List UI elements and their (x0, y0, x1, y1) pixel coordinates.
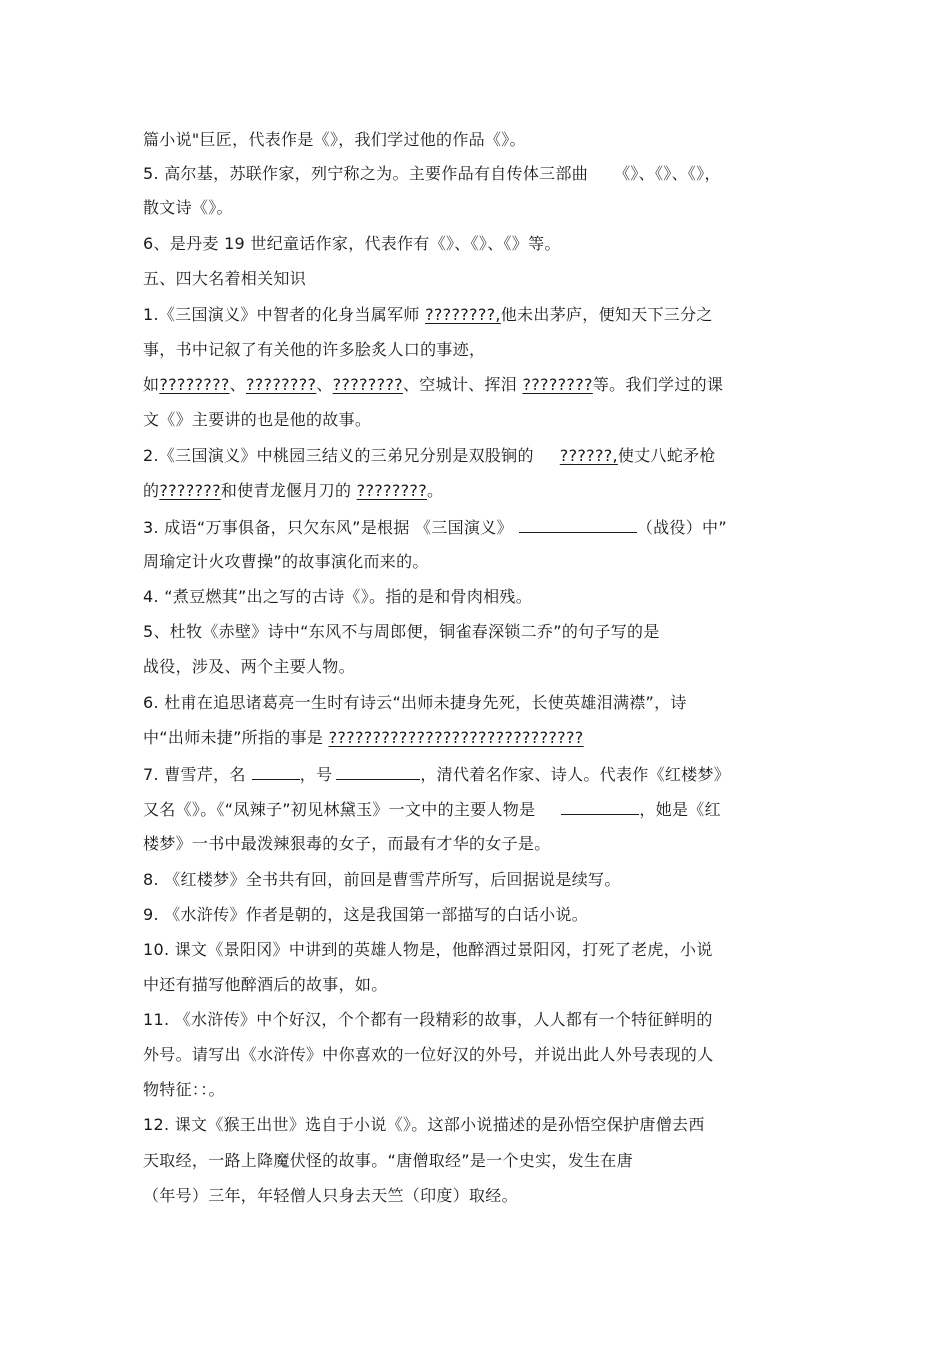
text-run: ，她是《红 (639, 800, 721, 819)
underlined-placeholder: ????????, (425, 305, 501, 324)
text-line (143, 304, 713, 326)
text-line (143, 656, 355, 678)
text-line (143, 551, 429, 573)
text-run: 篇小说"巨匠，代表作是《》，我们学过他的作品《》。 (143, 130, 526, 149)
text-run: （战役）中” (636, 518, 727, 537)
text-line (143, 516, 727, 539)
text-run: 事，书中记叙了有关他的许多脍炙人口的事迹， (143, 340, 486, 359)
underlined-placeholder: ????????????????????????????? (328, 728, 584, 747)
text-run: ，清代着名作家、诗人。代表作《红楼梦》 (420, 765, 731, 784)
fill-in-blank (561, 798, 639, 815)
text-line (143, 374, 723, 396)
text-run: 5. 高尔基，苏联作家，列宁称之为。主要作品有自传体三部曲 (143, 164, 589, 183)
text-line (143, 1009, 713, 1031)
text-run: 使丈八蛇矛枪 (617, 446, 716, 465)
text-run: 如 (143, 375, 160, 394)
text-run: 的 (143, 481, 160, 500)
text-run: 天取经，一路上降魔伏怪的故事。“唐僧取经”是一个史实，发生在唐 (143, 1151, 633, 1170)
text-run: 楼梦》一书中最泼辣狠毒的女子，而最有才华的女子是。 (143, 834, 551, 853)
underlined-placeholder: ???????? (356, 481, 427, 500)
underlined-placeholder: ???????? (522, 375, 593, 394)
text-run: 2.《三国演义》中桃园三结义的三弟兄分别是双股锏的 (143, 446, 534, 465)
text-run: 又名《》。《“凤辣子”初见林黛玉》一文中的主要人物是 (143, 800, 536, 819)
text-run: 他未出茅庐，便知天下三分之 (500, 305, 713, 324)
text-line (143, 163, 721, 185)
text-run: 。 (427, 481, 444, 500)
text-run: ，号 (299, 765, 333, 784)
text-line (143, 409, 371, 431)
text-run: 周瑜定计火攻曹操”的故事演化而来的。 (143, 552, 429, 571)
underlined-placeholder: ???????? (159, 375, 230, 394)
text-line (143, 1150, 633, 1172)
text-run: 散文诗《》。 (143, 198, 233, 217)
text-run: 6. 杜甫在追思诸葛亮一生时有诗云“出师未捷身先死，长使英雄泪满襟”，诗 (143, 693, 687, 712)
text-line (143, 1114, 705, 1136)
text-run: 1.《三国演义》中智者的化身当属军师 (143, 305, 426, 324)
underlined-placeholder: ???????? (245, 375, 317, 394)
text-run: 10. 课文《景阳冈》中讲到的英雄人物是，他醉酒过景阳冈，打死了老虎，小说 (143, 940, 713, 959)
text-run: 、 (229, 375, 246, 394)
text-line (143, 904, 588, 926)
text-run: 中还有描写他醉酒后的故事，如。 (143, 975, 388, 994)
text-line (143, 445, 716, 467)
text-line (143, 480, 443, 502)
section-heading (143, 268, 306, 290)
text-run: 等。我们学过的课 (592, 375, 724, 394)
text-run: 物特征：：。 (143, 1080, 225, 1099)
text-run: 、空城计、挥泪 (402, 375, 523, 394)
fill-in-blank (252, 763, 300, 780)
text-line (143, 692, 687, 714)
text-line (143, 727, 584, 749)
text-run: 9. 《水浒传》作者是朝的，这是我国第一部描写的白话小说。 (143, 905, 589, 924)
text-run: 12. 课文《猴王出世》选自于小说《》。这部小说描述的是孙悟空保护唐僧去西 (143, 1115, 705, 1134)
text-line (143, 197, 233, 219)
text-run: 文《》主要讲的也是他的故事。 (143, 410, 372, 429)
text-line (143, 233, 561, 255)
text-line (143, 1079, 225, 1101)
text-line (143, 798, 721, 821)
text-line (143, 939, 713, 961)
fill-in-blank (336, 763, 420, 780)
text-line (143, 833, 551, 855)
text-run: 5、杜牧《赤壁》诗中“东风不与周郎便，铜雀春深锁二乔”的句子写的是 (143, 622, 660, 641)
text-run: 《》、《》、《》， (614, 164, 721, 183)
text-run: 7. 曹雪芹，名 (143, 765, 246, 784)
text-line (143, 1044, 714, 1066)
text-run: 8. 《红楼梦》全书共有回，前回是曹雪芹所写，后回据说是续写。 (143, 870, 621, 889)
text-line (143, 974, 388, 996)
underlined-placeholder: ???????? (332, 375, 403, 394)
text-run: 6、是丹麦 19 世纪童话作家，代表作有《》、《》、《》等。 (143, 234, 561, 253)
text-run: 4. “煮豆燃萁”出之写的古诗《》。指的是和骨肉相残。 (143, 587, 533, 606)
text-line (143, 763, 730, 786)
text-run: 外号。请写出《水浒传》中你喜欢的一位好汉的外号，并说出此人外号表现的人 (143, 1045, 714, 1064)
text-run: （年号）三年，年轻僧人只身去天竺（印度）取经。 (143, 1186, 518, 1205)
text-run: 、 (316, 375, 333, 394)
text-line (143, 586, 532, 608)
text-run: 战役，涉及、两个主要人物。 (143, 657, 355, 676)
underlined-placeholder: ??????, (559, 446, 618, 465)
underlined-placeholder: ??????? (159, 481, 221, 500)
text-run: 3. 成语“万事俱备，只欠东风”是根据 《三国演义》 (143, 518, 513, 537)
text-run: 中“出师未捷”所指的事是 (143, 728, 329, 747)
text-run: 和使青龙偃月刀的 (220, 481, 357, 500)
text-line (143, 339, 485, 361)
text-line (143, 869, 621, 891)
text-run: 五、四大名着相关知识 (143, 269, 307, 288)
text-line (143, 621, 660, 643)
text-run: 11. 《水浒传》中个好汉，个个都有一段精彩的故事，人人都有一个特征鲜明的 (143, 1010, 713, 1029)
text-line (143, 1185, 518, 1207)
fill-in-blank (519, 516, 637, 533)
text-line (143, 129, 526, 151)
